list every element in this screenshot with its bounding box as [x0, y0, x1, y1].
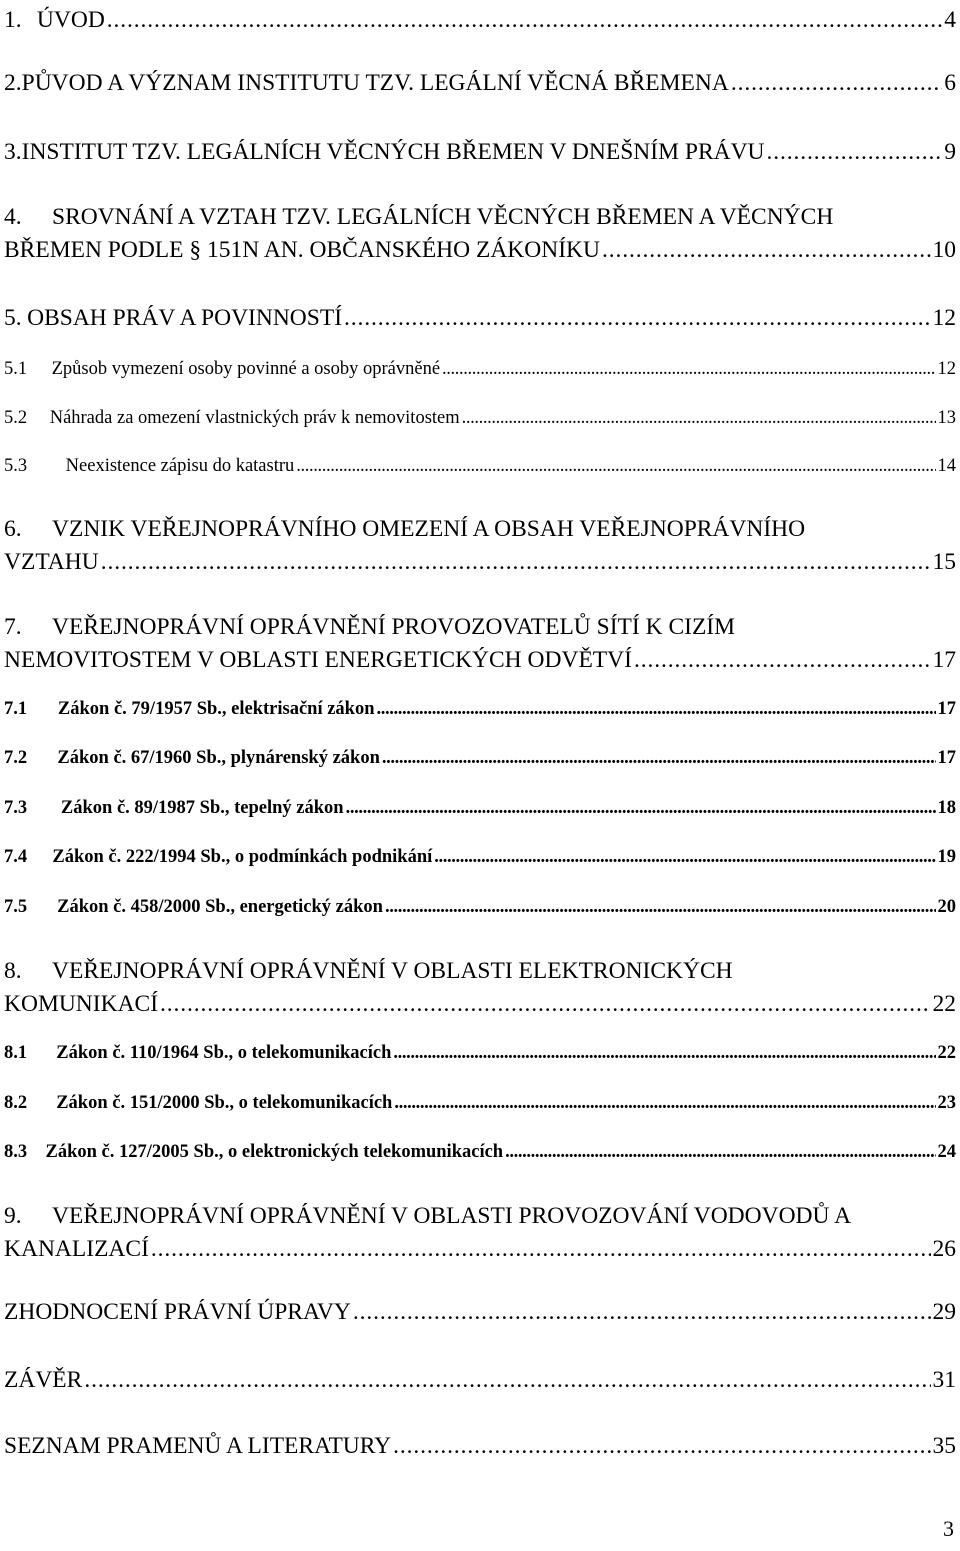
dot-leader	[160, 988, 930, 1021]
toc-entry-title: Zákon č. 110/1964 Sb., o telekomunikacích	[56, 1043, 392, 1063]
dot-leader	[382, 745, 936, 771]
toc-entry-page: 22	[932, 991, 956, 1017]
toc-entry-number: 7.4	[4, 847, 28, 867]
toc-entry-page: 6	[944, 70, 956, 96]
toc-entry-page: 22	[937, 1043, 956, 1063]
toc-entry-title: VZNIK VEŘEJNOPRÁVNÍHO OMEZENÍ A OBSAH VEŘEJNOPRÁVNÍHO	[52, 516, 806, 542]
toc-entry-srovnani[interactable]	[4, 201, 956, 267]
toc-entry-number: 1.	[4, 7, 22, 33]
toc-entry-title: Zákon č. 89/1987 Sb., tepelný zákon	[60, 798, 344, 818]
dot-leader	[393, 1040, 935, 1066]
toc-entry-number: 4.	[4, 204, 22, 230]
toc-entry-5-3[interactable]	[4, 453, 956, 479]
toc-entry-title: PŮVOD A VÝZNAM INSTITUTU TZV. LEGÁLNÍ VĚCNÁ BŘEMENA	[21, 70, 729, 96]
toc-entry-title: VEŘEJNOPRÁVNÍ OPRÁVNĚNÍ PROVOZOVATELŮ SÍTÍ K CIZÍM	[52, 614, 736, 640]
toc-entry-number: 5.1	[4, 359, 28, 379]
toc-entry-page: 17	[937, 748, 956, 768]
toc-entry-8-2[interactable]	[4, 1090, 956, 1116]
toc-entry-uvod[interactable]	[4, 4, 956, 37]
toc-entry-page: 31	[932, 1367, 956, 1393]
toc-entry-title: Náhrada za omezení vlastnických práv k nemovitostem	[49, 408, 460, 428]
dot-leader	[377, 696, 936, 722]
toc-entry-page: 18	[937, 798, 956, 818]
toc-entry-title: ZHODNOCENÍ PRÁVNÍ ÚPRAVY	[4, 1299, 351, 1325]
toc-entry-page: 17	[932, 647, 956, 673]
toc-entry-title: Zákon č. 458/2000 Sb., energetický zákon	[57, 897, 383, 917]
toc-entry-number: 6.	[4, 516, 22, 542]
toc-entry-8-3[interactable]	[4, 1139, 956, 1165]
dot-leader	[393, 1430, 930, 1463]
toc-entry-page: 29	[932, 1299, 956, 1325]
toc-entry-title-continued: KANALIZACÍ	[4, 1236, 149, 1262]
toc-entry-number: 7.5	[4, 897, 28, 917]
toc-entry-number: 8.	[4, 958, 22, 984]
dot-leader	[385, 894, 936, 920]
dot-leader	[505, 1139, 935, 1165]
dot-leader	[296, 453, 935, 479]
toc-entry-title: Neexistence zápisu do katastru	[65, 456, 295, 476]
toc-entry-title: OBSAH PRÁV A POVINNOSTÍ	[27, 305, 343, 331]
toc-entry-page: 4	[944, 7, 956, 33]
toc-entry-page: 24	[937, 1142, 956, 1162]
toc-entry-page: 12	[932, 305, 956, 331]
toc-entry-number: 3.	[4, 139, 22, 165]
toc-entry-zaver[interactable]	[4, 1364, 956, 1397]
toc-entry-provozovatelu[interactable]	[4, 611, 956, 677]
toc-entry-number: 7.1	[4, 699, 28, 719]
toc-entry-title: VEŘEJNOPRÁVNÍ OPRÁVNĚNÍ V OBLASTI ELEKTRONICKÝCH	[52, 958, 733, 984]
toc-entry-page: 10	[932, 237, 956, 263]
dot-leader	[602, 234, 931, 267]
toc-entry-page: 15	[932, 549, 956, 575]
toc-entry-puvod[interactable]	[4, 67, 956, 100]
toc-entry-number: 7.3	[4, 798, 28, 818]
toc-entry-title: INSTITUT TZV. LEGÁLNÍCH VĚCNÝCH BŘEMEN V DNEŠNÍM PRÁVU	[21, 139, 765, 165]
dot-leader	[344, 302, 930, 335]
dot-leader	[346, 795, 936, 821]
toc-entry-7-4[interactable]	[4, 844, 956, 870]
toc-entry-page: 20	[937, 897, 956, 917]
toc-entry-vznik[interactable]	[4, 513, 956, 579]
toc-entry-zhodnoceni[interactable]	[4, 1296, 956, 1329]
dot-leader	[767, 136, 943, 169]
toc-entry-page: 35	[932, 1433, 956, 1459]
page-number: 3	[943, 1516, 954, 1541]
toc-entry-number: 5.	[4, 305, 22, 331]
toc-entry-7-5[interactable]	[4, 894, 956, 920]
toc-entry-number: 7.	[4, 614, 22, 640]
toc-entry-number: 7.2	[4, 748, 28, 768]
toc-entry-5-2[interactable]	[4, 405, 956, 431]
dot-leader	[353, 1296, 931, 1329]
toc-entry-number: 8.1	[4, 1043, 28, 1063]
toc-entry-page: 14	[937, 456, 956, 476]
toc-entry-page: 23	[937, 1093, 956, 1113]
dot-leader	[101, 546, 931, 579]
toc-entry-title: ÚVOD	[36, 7, 105, 33]
dot-leader	[84, 1364, 930, 1397]
toc-entry-title: SEZNAM PRAMENŮ A LITERATURY	[4, 1433, 392, 1459]
toc-entry-8-1[interactable]	[4, 1040, 956, 1066]
toc-entry-title-continued: BŘEMEN PODLE § 151N AN. OBČANSKÉHO ZÁKONÍKU	[4, 237, 600, 263]
dot-leader	[394, 1090, 935, 1116]
toc-entry-title: SROVNÁNÍ A VZTAH TZV. LEGÁLNÍCH VĚCNÝCH BŘEMEN A VĚCNÝCH	[52, 204, 834, 230]
toc-entry-number: 9.	[4, 1203, 22, 1229]
dot-leader	[462, 405, 936, 431]
toc-entry-7-1[interactable]	[4, 696, 956, 722]
toc-entry-title-continued: NEMOVITOSTEM V OBLASTI ENERGETICKÝCH ODVĚTVÍ	[4, 647, 632, 673]
toc-entry-number: 8.3	[4, 1142, 28, 1162]
toc-entry-5-1[interactable]	[4, 356, 956, 382]
toc-entry-title: Zákon č. 151/2000 Sb., o telekomunikacích	[56, 1093, 393, 1113]
toc-entry-title: ZÁVĚR	[4, 1367, 83, 1393]
toc-entry-seznam-pramenu[interactable]	[4, 1430, 956, 1463]
toc-entry-number: 5.2	[4, 408, 28, 428]
toc-entry-7-3[interactable]	[4, 795, 956, 821]
toc-entry-page: 26	[932, 1236, 956, 1262]
toc-entry-title-continued: VZTAHU	[4, 549, 99, 575]
toc-entry-page: 19	[937, 847, 956, 867]
toc-entry-title: Způsob vymezení osoby povinné a osoby oprávněné	[51, 359, 441, 379]
toc-entry-page: 9	[944, 139, 956, 165]
toc-entry-obsah[interactable]	[4, 302, 956, 335]
toc-entry-title: Zákon č. 67/1960 Sb., plynárenský zákon	[57, 748, 380, 768]
dot-leader	[634, 644, 931, 677]
toc-entry-elektronickych[interactable]	[4, 955, 956, 1021]
toc-entry-title: Zákon č. 79/1957 Sb., elektrisační zákon	[57, 699, 375, 719]
toc-entry-page: 17	[937, 699, 956, 719]
toc-entry-page: 13	[937, 408, 956, 428]
toc-entry-number: 2.	[4, 70, 22, 96]
toc-entry-title: VEŘEJNOPRÁVNÍ OPRÁVNĚNÍ V OBLASTI PROVOZOVÁNÍ VODOVODŮ A	[52, 1203, 852, 1229]
toc-entry-number: 5.3	[4, 456, 28, 476]
dot-leader	[151, 1233, 931, 1266]
dot-leader	[107, 4, 942, 37]
toc-entry-page: 12	[937, 359, 956, 379]
toc-entry-institut[interactable]	[4, 136, 956, 169]
dot-leader	[731, 67, 942, 100]
toc-entry-title: Zákon č. 222/1994 Sb., o podmínkách podnikání	[52, 847, 433, 867]
toc-entry-vodovodu[interactable]	[4, 1200, 956, 1266]
toc-entry-title: Zákon č. 127/2005 Sb., o elektronických telekomunikacích	[45, 1142, 504, 1162]
toc-entry-7-2[interactable]	[4, 745, 956, 771]
dot-leader	[434, 844, 935, 870]
dot-leader	[442, 356, 935, 382]
toc-entry-title-continued: KOMUNIKACÍ	[4, 991, 159, 1017]
toc-entry-number: 8.2	[4, 1093, 28, 1113]
